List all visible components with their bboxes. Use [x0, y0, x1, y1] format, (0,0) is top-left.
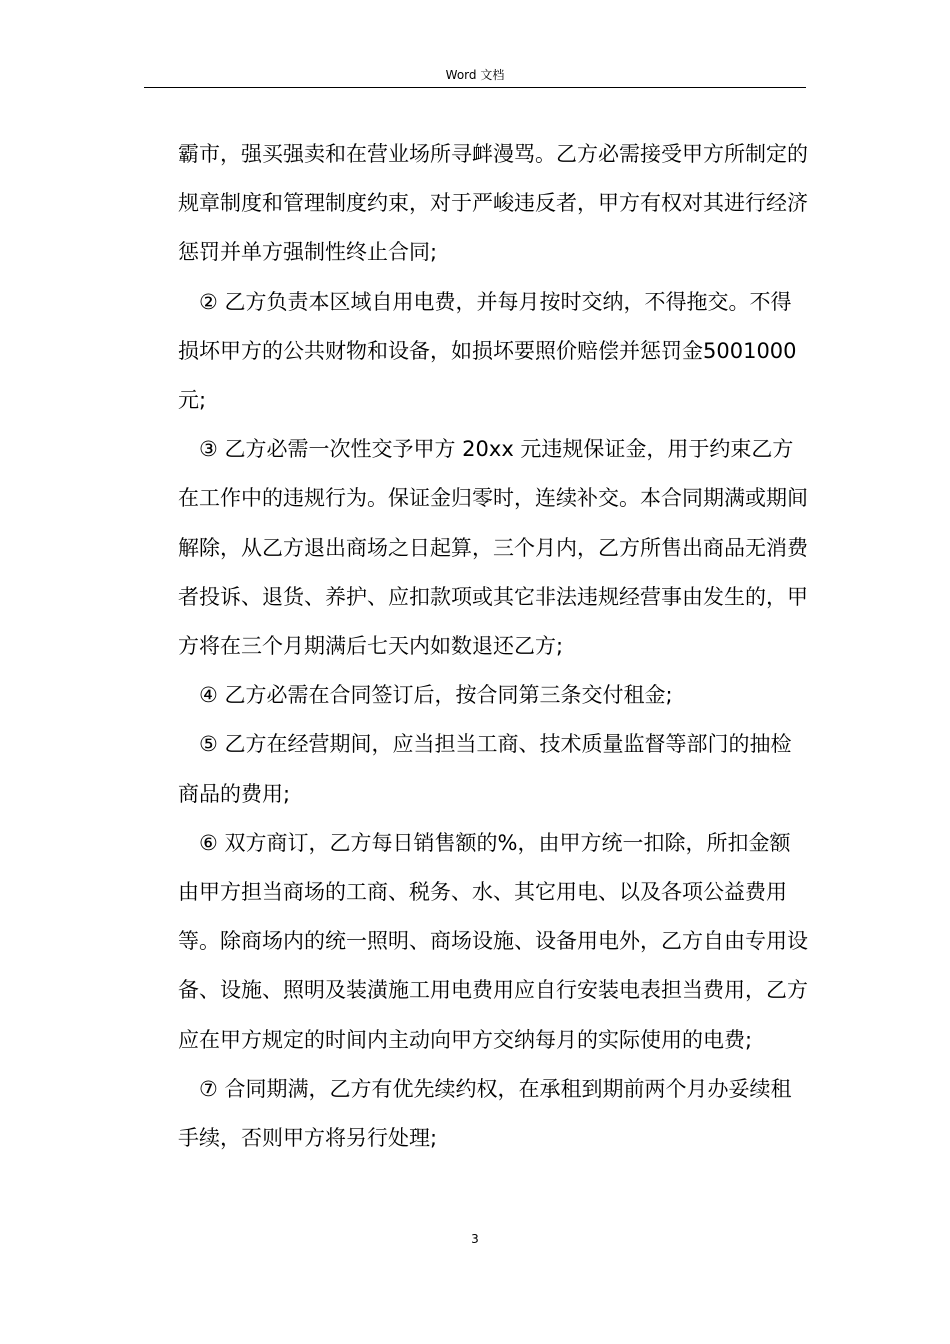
paragraph-1: 霸市，强买强卖和在营业场所寻衅漫骂。乙方必需接受甲方所制定的规章制度和管理制度约束，对于严峻违反者，甲方有权对其进行经济惩罚并单方强制性终止合同;: [178, 142, 808, 265]
header-divider: [144, 87, 806, 88]
page-number: 3: [471, 1232, 479, 1246]
document-body: [178, 130, 810, 1163]
paragraph-4: ④ 乙方必需在合同签订后，按合同第三条交付租金;: [199, 683, 673, 708]
paragraph-7: ⑦ 合同期满，乙方有优先续约权，在承租到期前两个月办妥续租手续，否则甲方将另行处理;: [178, 1076, 792, 1151]
paragraph-5: ⑤ 乙方在经营期间，应当担当工商、技术质量监督等部门的抽检商品的费用;: [178, 732, 792, 806]
paragraph-6: ⑥ 双方商订，乙方每日销售额的%，由甲方统一扣除，所扣金额由甲方担当商场的工商、税务、水、其它用电、以及各项公益费用等。除商场内的统一照明、商场设施、设备用电外，乙方自由专用设备、设施、照明及装潢施工用电费用应自行安装电表担当费用，乙方应在甲方规定的时间内主动向甲方交纳每月的实际使用的电费;: [178, 830, 808, 1052]
page-header-title: Word 文档: [445, 68, 505, 82]
paragraph-3: ③ 乙方必需一次性交予甲方 20xx 元违规保证金，用于约束乙方在工作中的违规行为。保证金归零时，连续补交。本合同期满或期间解除，从乙方退出商场之日起算，三个月内，乙方所售出商品无消费者投诉、退货、养护、应扣款项或其它非法违规经营事由发生的，甲方将在三个月期满后七天内如数退还乙方;: [178, 437, 808, 659]
paragraph-2: ② 乙方负责本区域自用电费，并每月按时交纳，不得拖交。不得损坏甲方的公共财物和设备，如损坏要照价赔偿并惩罚金5001000 元;: [178, 289, 804, 413]
